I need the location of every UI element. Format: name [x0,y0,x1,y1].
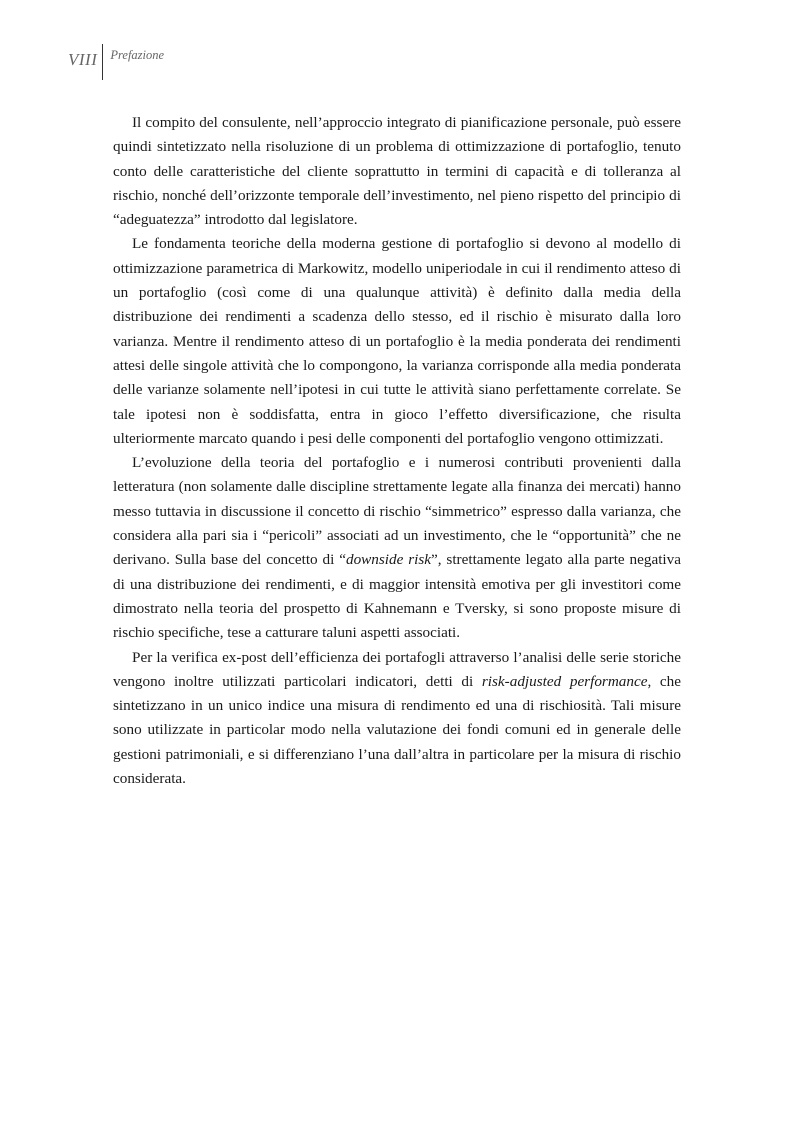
paragraph-3-text-a: L’evoluzione della teoria del portafoglio e i numerosi contributi provenienti dalla letteratura (non solamente dalle discipline strettamente legate alla finanza dei mercati) hanno messo tuttavia in discussione il concetto di rischio “simmetrico” espresso dalla varianza, che considera alla pari sia i “pericoli” associati ad un investimento, che le “opportunità” che ne derivano. Sulla base del concetto di “ [113,454,681,569]
body-text [113,111,681,791]
page-number: VIII [68,50,98,69]
paragraph-4-emphasis: risk-adjusted performance [481,672,648,690]
paragraph-2: Le fondamenta teoriche della moderna gestione di portafoglio si devono al modello di ottimizzazione parametrica di Markowitz, modello uniperiodale in cui il rendimento atteso di un portafoglio (così come di una qualunque attività) è definito dalla media della distribuzione dei rendimenti a scadenza dello stesso, ed il rischio è misurato dalla loro varianza. Mentre il rendimento atteso di un portafoglio è la media ponderata dei rendimenti attesi delle singole attività che lo compongono, la varianza corrisponde alla media ponderata delle varianze solamente nell’ipotesi in cui tutte le attività siano perfettamente correlate. Se tale ipotesi non è soddisfatta, entra in gioco l’effetto diversificazione, che risulta ulteriormente marcato quando i pesi delle componenti del portafoglio vengono ottimizzati. [113,235,681,447]
paragraph-3-text-b: ”, strettamente legato alla parte negativa di una distribuzione dei rendimenti, e di maggior intensità emotiva per gli investitori come dimostrato nella teoria del prospetto di Kahnemann e Tversky, si sono proposte misure di rischio specifiche, tese a catturare taluni aspetti associati. [113,551,681,642]
paragraph-1: Il compito del consulente, nell’approccio integrato di pianificazione personale, può essere quindi sintetizzato nella risoluzione di un problema di ottimizzazione di portafoglio, tenuto conto delle caratteristiche del cliente soprattutto in termini di capacità e di tolleranza al rischio, nonché dell’orizzonte temporale dell’investimento, nel pieno rispetto del principio di “adeguatezza” introdotto dal legislatore. [113,114,681,229]
paragraph-3 [113,451,681,645]
paragraph-4 [113,646,681,792]
paragraph-4-text-b: , che sintetizzano in un unico indice una misura di rendimento ed una di rischiosità. Tali misure sono utilizzate in particolar modo nella valutazione dei fondi comuni ed in generale delle gestioni patrimoniali, e si differenziano l’una dall’altra in particolare per la misura di rischio considerata. [113,672,681,788]
running-header [68,44,164,80]
paragraph-4-text-a: Per la verifica ex-post dell’efficienza dei portafogli attraverso l’analisi delle serie storiche vengono inoltre utilizzati particolari indicatori, detti di [113,648,681,690]
section-title: Prefazione [110,48,165,62]
paragraph-3-emphasis: downside risk [345,551,432,569]
